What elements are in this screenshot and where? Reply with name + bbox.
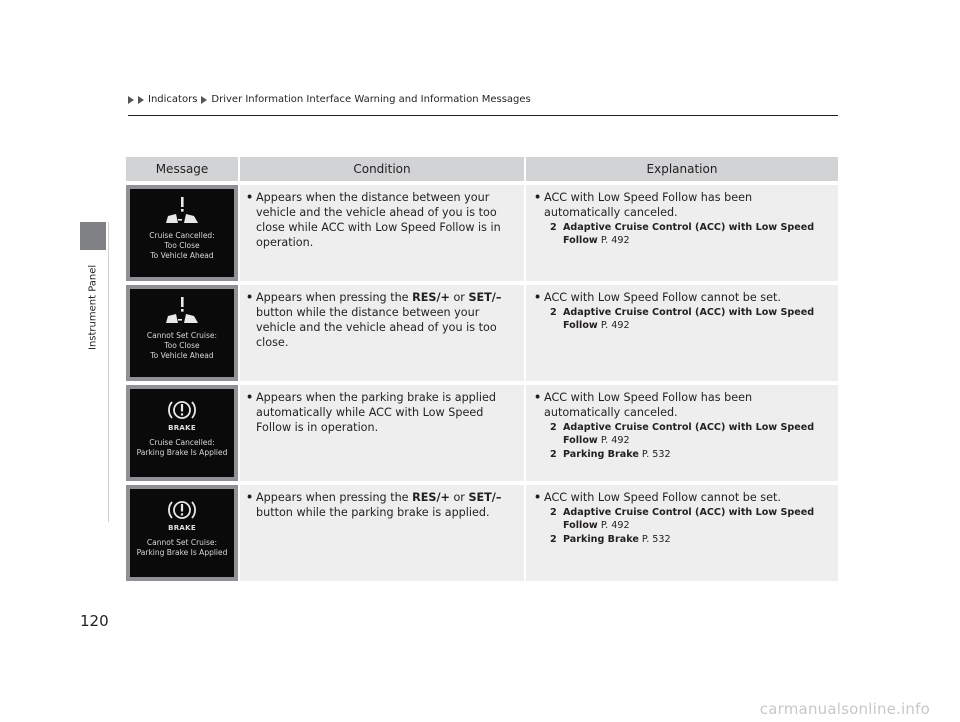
condition-text: Appears when pressing the RES/+ or SET/– button while the parking brake is applied. [256, 491, 502, 519]
screen-line: Cannot Set Cruise: [146, 538, 218, 547]
reference-link[interactable] [534, 306, 830, 332]
bullet-icon: • [534, 491, 542, 504]
reference-title: Adaptive Cruise Control (ACC) with Low Speed Follow [563, 222, 815, 246]
explanation-cell [524, 385, 838, 481]
section-tab [80, 222, 106, 250]
explanation-bullet [534, 490, 830, 505]
brake-label: BRAKE [168, 424, 196, 432]
condition-bullet [246, 390, 516, 435]
page-number: 120 [80, 612, 109, 630]
reference-link[interactable] [534, 533, 830, 546]
reference-arrow-icon: 2 [550, 422, 557, 433]
reference-page: P. 492 [600, 435, 630, 446]
reference-link[interactable] [534, 448, 830, 461]
screen-line: To Vehicle Ahead [150, 251, 214, 260]
condition-text: Appears when the distance between your vehicle and the vehicle ahead of you is too close while ACC with Low Speed Follow is in operation. [256, 191, 501, 249]
car-distance-icon [162, 297, 202, 327]
condition-cell [238, 185, 524, 281]
explanation-text: ACC with Low Speed Follow has been automatically canceled. [544, 191, 753, 219]
condition-bullet [246, 490, 516, 520]
condition-bullet [246, 190, 516, 250]
table-row [126, 285, 838, 381]
explanation-text: ACC with Low Speed Follow cannot be set. [544, 491, 781, 504]
explanation-cell [524, 185, 838, 281]
breadcrumb-arrow-icon [138, 96, 144, 104]
messages-table [126, 157, 838, 581]
message-cell [126, 385, 238, 481]
explanation-cell [524, 485, 838, 581]
screen-line: Cruise Cancelled: [149, 231, 215, 240]
bullet-icon: • [534, 191, 542, 204]
bullet-icon: • [246, 391, 254, 404]
reference-arrow-icon: 2 [550, 449, 557, 460]
reference-page: P. 492 [600, 520, 630, 531]
condition-cell [238, 485, 524, 581]
explanation-bullet [534, 190, 830, 220]
reference-title: Adaptive Cruise Control (ACC) with Low Speed Follow [563, 507, 815, 531]
res-button-label: RES/+ [412, 491, 450, 504]
header-condition: Condition [238, 157, 524, 181]
screen-message [137, 538, 228, 558]
set-button-label: SET/– [468, 491, 502, 504]
reference-page: P. 492 [600, 235, 630, 246]
condition-cell [238, 385, 524, 481]
condition-text: Appears when pressing the RES/+ or SET/– button while the distance between your vehicle and the vehicle ahead of you is too close. [256, 291, 502, 349]
message-cell [126, 485, 238, 581]
screen-line: Cannot Set Cruise: [146, 331, 218, 340]
brake-warning-icon [167, 497, 197, 523]
reference-title: Adaptive Cruise Control (ACC) with Low Speed Follow [563, 307, 815, 331]
bullet-icon: • [534, 391, 542, 404]
explanation-text: ACC with Low Speed Follow cannot be set. [544, 291, 781, 304]
reference-page: P. 532 [641, 449, 671, 460]
screen-line: Too Close [164, 241, 200, 250]
message-cell [126, 185, 238, 281]
reference-link[interactable] [534, 221, 830, 247]
bullet-icon: • [246, 491, 254, 504]
reference-link[interactable] [534, 421, 830, 447]
screen-message [147, 331, 217, 361]
side-rule [108, 222, 109, 522]
reference-arrow-icon: 2 [550, 507, 557, 518]
section-label: Instrument Panel [87, 264, 99, 350]
screen-line: Parking Brake Is Applied [136, 448, 228, 457]
explanation-bullet [534, 290, 830, 305]
display-screen [130, 489, 234, 577]
explanation-text: ACC with Low Speed Follow has been automatically canceled. [544, 391, 753, 419]
reference-title: Parking Brake [563, 534, 639, 545]
display-screen [130, 189, 234, 277]
breadcrumb-item[interactable]: Driver Information Interface Warning and Information Messages [211, 94, 531, 105]
screen-message [137, 438, 228, 458]
reference-arrow-icon: 2 [550, 222, 557, 233]
res-button-label: RES/+ [412, 291, 450, 304]
breadcrumb-item[interactable]: Indicators [148, 94, 198, 105]
screen-line: Parking Brake Is Applied [136, 548, 228, 557]
header-message: Message [155, 162, 209, 176]
brake-warning-icon [167, 397, 197, 423]
bullet-icon: • [534, 291, 542, 304]
bullet-icon: • [246, 291, 254, 304]
watermark: carmanualsonline.info [759, 700, 930, 718]
reference-title: Adaptive Cruise Control (ACC) with Low Speed Follow [563, 422, 815, 446]
reference-page: P. 492 [600, 320, 630, 331]
reference-title: Parking Brake [563, 449, 639, 460]
explanation-cell [524, 285, 838, 381]
condition-text: Appears when the parking brake is applied automatically while ACC with Low Speed Follow is in operation. [256, 391, 496, 434]
screen-line: Cruise Cancelled: [149, 438, 215, 447]
reference-link[interactable] [534, 506, 830, 532]
brake-label: BRAKE [168, 524, 196, 532]
set-button-label: SET/– [468, 291, 502, 304]
condition-bullet [246, 290, 516, 350]
display-screen [130, 389, 234, 477]
screen-message [149, 231, 214, 261]
header-explanation: Explanation [524, 157, 838, 181]
table-header [126, 157, 838, 181]
bullet-icon: • [246, 191, 254, 204]
breadcrumb-arrow-icon [128, 96, 134, 104]
explanation-bullet [534, 390, 830, 420]
table-row [126, 385, 838, 481]
screen-line: To Vehicle Ahead [150, 351, 214, 360]
car-distance-icon [162, 197, 202, 227]
display-screen [130, 289, 234, 377]
reference-arrow-icon: 2 [550, 307, 557, 318]
reference-page: P. 532 [641, 534, 671, 545]
table-row [126, 185, 838, 281]
condition-cell [238, 285, 524, 381]
breadcrumb-arrow-icon [201, 96, 207, 104]
breadcrumb [128, 94, 531, 105]
message-cell [126, 285, 238, 381]
header-rule [128, 115, 838, 116]
reference-arrow-icon: 2 [550, 534, 557, 545]
table-row [126, 485, 838, 581]
screen-line: Too Close [164, 341, 200, 350]
